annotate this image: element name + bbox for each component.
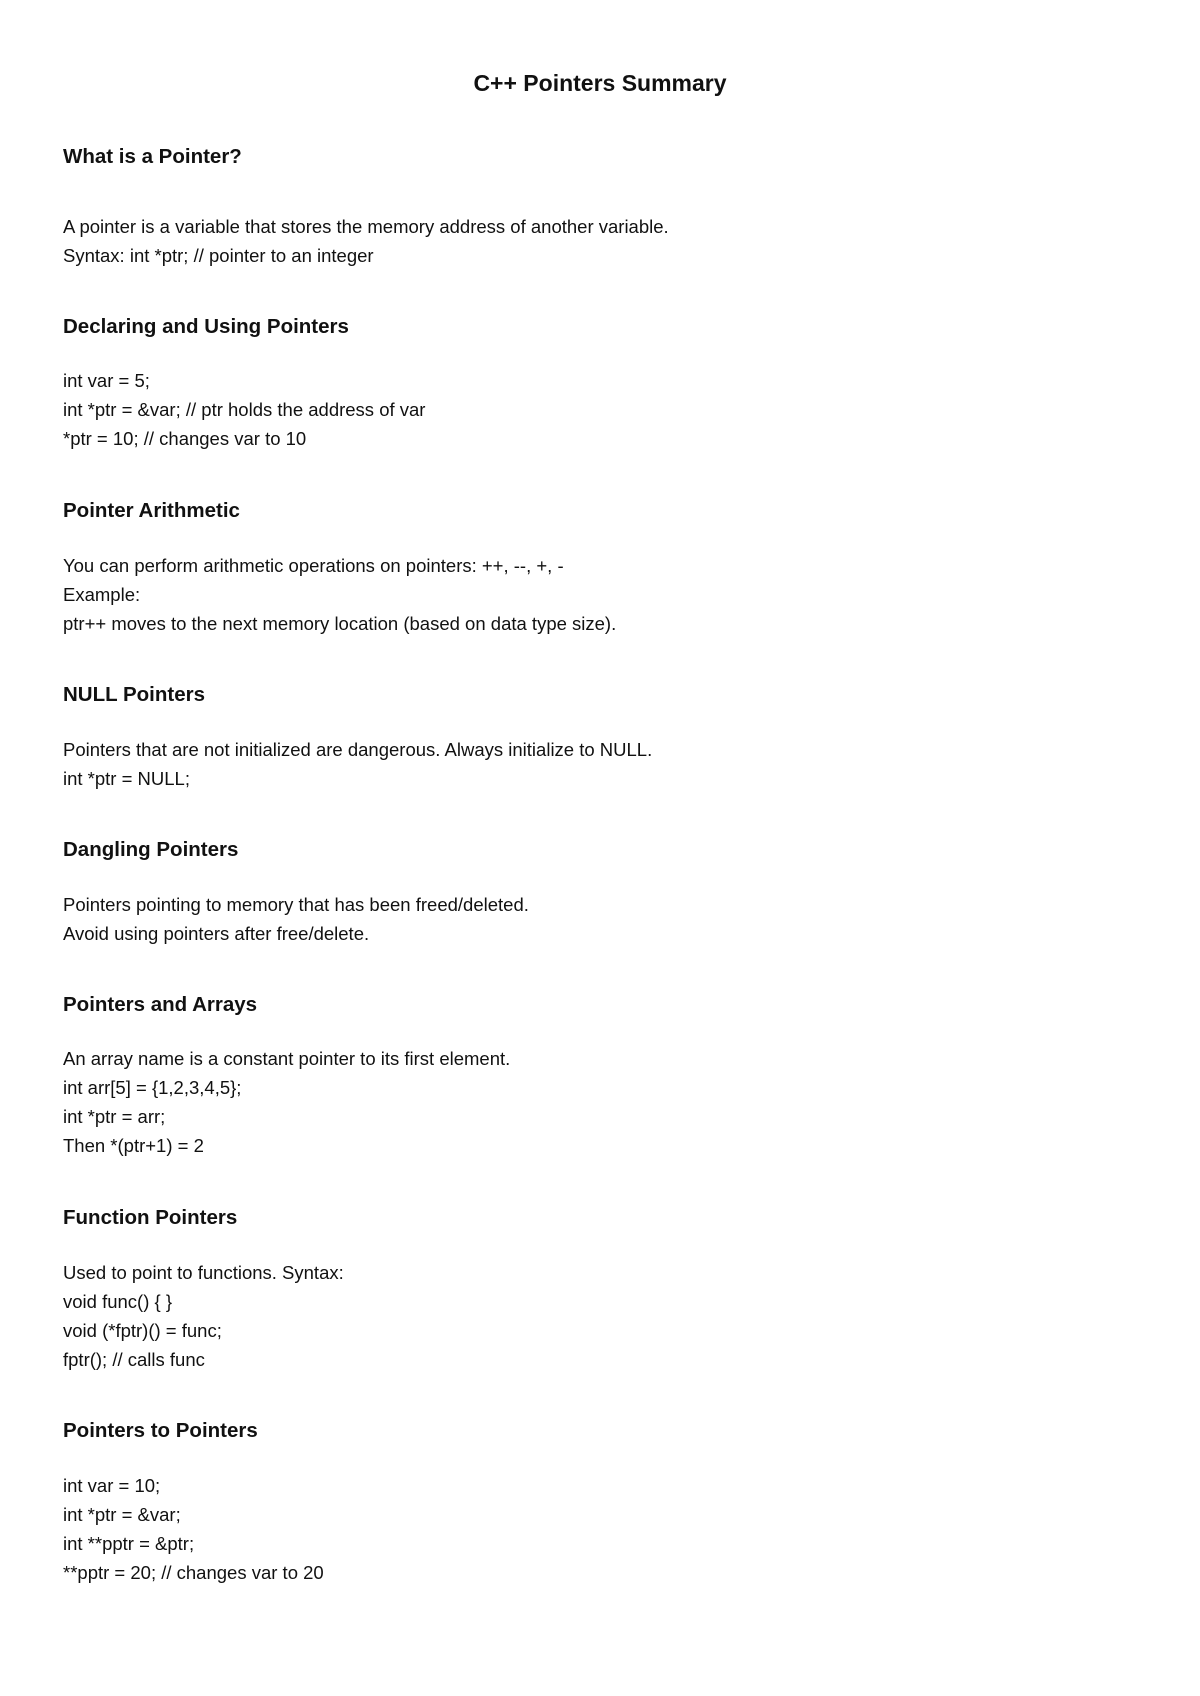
- body-line: void func() { }: [63, 1291, 173, 1312]
- body-line: int *ptr = &var;: [63, 1504, 181, 1525]
- body-line: You can perform arithmetic operations on pointers: ++, --, +, -: [63, 555, 564, 576]
- section-heading-pointers-to-pointers: Pointers to Pointers: [63, 1419, 258, 1442]
- section-body-null-pointers: [63, 735, 652, 793]
- section-heading-declaring-and-using: Declaring and Using Pointers: [63, 315, 349, 338]
- body-line: An array name is a constant pointer to its first element.: [63, 1048, 511, 1069]
- page-title: C++ Pointers Summary: [473, 70, 727, 96]
- body-line: Pointers that are not initialized are dangerous. Always initialize to NULL.: [63, 739, 653, 760]
- section-heading-dangling-pointers: Dangling Pointers: [63, 838, 239, 861]
- section-body-declaring-and-using: [63, 366, 425, 453]
- body-line: int *ptr = &var; // ptr holds the address of var: [63, 399, 426, 420]
- body-line: int *ptr = arr;: [63, 1106, 166, 1127]
- body-line: Pointers pointing to memory that has been freed/deleted.: [63, 894, 529, 915]
- body-line: Used to point to functions. Syntax:: [63, 1262, 344, 1283]
- section-heading-null-pointers: NULL Pointers: [63, 683, 205, 706]
- section-body-pointer-arithmetic: [63, 551, 616, 638]
- section-body-pointers-to-pointers: [63, 1471, 324, 1587]
- body-line: Example:: [63, 584, 141, 605]
- section-body-dangling-pointers: [63, 890, 529, 948]
- body-line: void (*fptr)() = func;: [63, 1320, 222, 1341]
- body-line: Syntax: int *ptr; // pointer to an integer: [63, 245, 374, 266]
- body-line: ptr++ moves to the next memory location (based on data type size).: [63, 613, 617, 634]
- body-line: int arr[5] = {1,2,3,4,5};: [63, 1077, 242, 1098]
- body-line: *ptr = 10; // changes var to 10: [63, 428, 307, 449]
- body-line: Then *(ptr+1) = 2: [63, 1135, 204, 1156]
- section-heading-pointer-arithmetic: Pointer Arithmetic: [63, 499, 240, 522]
- body-line: int var = 5;: [63, 370, 150, 391]
- body-line: fptr(); // calls func: [63, 1349, 205, 1370]
- section-body-pointers-and-arrays: [63, 1044, 510, 1160]
- section-body-function-pointers: [63, 1258, 344, 1374]
- body-line: **pptr = 20; // changes var to 20: [63, 1562, 324, 1583]
- section-body-what-is-a-pointer: [63, 212, 669, 270]
- body-line: Avoid using pointers after free/delete.: [63, 923, 370, 944]
- section-heading-what-is-a-pointer: What is a Pointer?: [63, 145, 242, 168]
- body-line: int var = 10;: [63, 1475, 161, 1496]
- section-heading-pointers-and-arrays: Pointers and Arrays: [63, 993, 258, 1016]
- body-line: A pointer is a variable that stores the memory address of another variable.: [63, 216, 669, 237]
- body-line: int **pptr = &ptr;: [63, 1533, 195, 1554]
- section-heading-function-pointers: Function Pointers: [63, 1206, 238, 1229]
- body-line: int *ptr = NULL;: [63, 768, 190, 789]
